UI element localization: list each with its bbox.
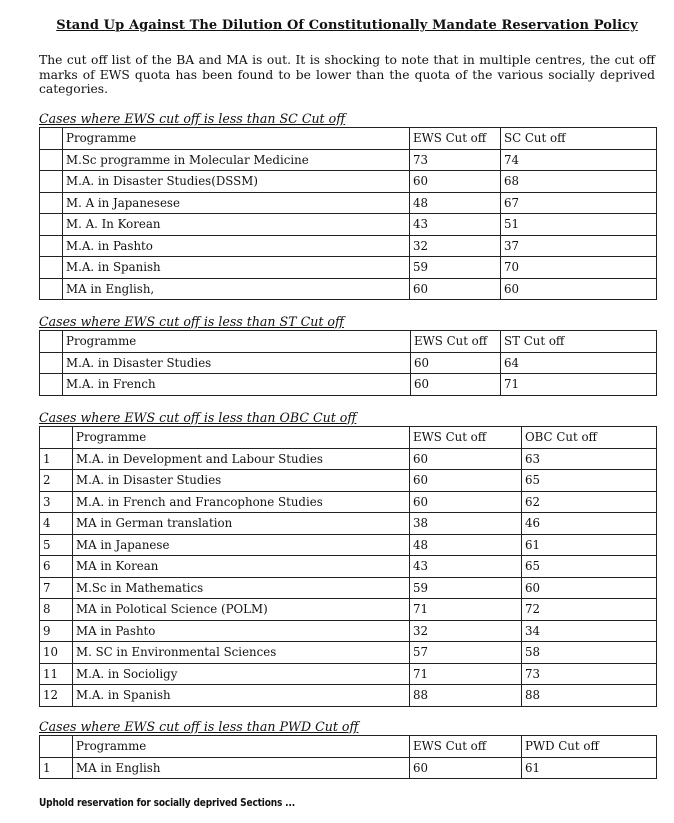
table-row [40,257,657,279]
table-cell: M.A. in Spanish [63,257,410,279]
table-row [40,171,657,193]
obc-table [39,426,657,707]
table-cell: 3 [40,491,73,513]
table-cell: 37 [501,235,657,257]
pwd-caption: Cases where EWS cut off is less than PWD Cut off [39,719,359,734]
table-cell: 60 [522,577,657,599]
table-row [40,352,657,374]
table-cell: 74 [501,149,657,171]
column-header: OBC Cut off [522,427,657,449]
column-header [40,427,73,449]
table-cell: M.A. in French and Francophone Studies [73,491,410,513]
column-header: PWD Cut off [522,736,657,758]
table-cell: M.Sc in Mathematics [73,577,410,599]
table-cell: 1 [40,448,73,470]
obc-caption: Cases where EWS cut off is less than OBC Cut off [39,410,357,425]
table-cell: 58 [522,642,657,664]
index-cell [40,331,63,353]
table-cell: 59 [410,577,522,599]
pwd-table [39,735,657,779]
st-table [39,330,657,396]
table-cell: MA in Polotical Science (POLM) [73,599,410,621]
table-cell: 60 [410,448,522,470]
index-cell [40,192,63,214]
table-cell: 51 [501,214,657,236]
footer-slogan: Uphold reservation for socially deprived Sections ... [39,796,295,809]
column-header: Programme [63,128,410,150]
table-cell: 60 [410,757,522,779]
table-row [40,685,657,707]
table-cell: 43 [410,556,522,578]
table-cell: M.A. in Spanish [73,685,410,707]
index-cell [40,214,63,236]
table-row [40,214,657,236]
table-row [40,513,657,535]
table-cell: 59 [410,257,501,279]
column-header: SC Cut off [501,128,657,150]
table-cell: 63 [522,448,657,470]
table-row [40,470,657,492]
table-row [40,556,657,578]
table-cell: MA in Japanese [73,534,410,556]
table-row [40,192,657,214]
table-cell: 32 [410,235,501,257]
table-cell: MA in Korean [73,556,410,578]
index-cell [40,149,63,171]
table-cell: M. SC in Environmental Sciences [73,642,410,664]
table-row [40,663,657,685]
table-cell: 62 [522,491,657,513]
column-header: Programme [73,427,410,449]
table-cell: 5 [40,534,73,556]
table-row [40,642,657,664]
table-cell: 4 [40,513,73,535]
sc-caption: Cases where EWS cut off is less than SC Cut off [39,111,346,126]
table-cell: M.A. in Development and Labour Studies [73,448,410,470]
table-cell: 60 [411,352,501,374]
table-cell: M.A. in French [63,374,411,396]
table-row [40,149,657,171]
table-cell: 57 [410,642,522,664]
table-cell: 8 [40,599,73,621]
table-cell: 88 [410,685,522,707]
table-header-row [40,427,657,449]
table-cell: M.A. in Disaster Studies(DSSM) [63,171,410,193]
table-cell: 73 [522,663,657,685]
table-row [40,577,657,599]
column-header: EWS Cut off [410,736,522,758]
table-cell: 32 [410,620,522,642]
table-cell: MA in English [73,757,410,779]
column-header: EWS Cut off [411,331,501,353]
table-cell: 61 [522,534,657,556]
table-header-row [40,128,657,150]
table-row [40,448,657,470]
table-cell: MA in Pashto [73,620,410,642]
index-cell [40,128,63,150]
table-cell: 65 [522,556,657,578]
table-cell: 60 [410,278,501,300]
st-caption: Cases where EWS cut off is less than ST Cut off [39,314,344,329]
table-row [40,278,657,300]
table-cell: M.Sc programme in Molecular Medicine [63,149,410,171]
table-cell: 60 [410,171,501,193]
table-cell: M.A. in Socioligy [73,663,410,685]
column-header: EWS Cut off [410,427,522,449]
sc-table [39,127,657,300]
table-cell: M. A. In Korean [63,214,410,236]
column-header: EWS Cut off [410,128,501,150]
table-cell: 71 [501,374,657,396]
table-cell: M.A. in Pashto [63,235,410,257]
table-cell: 60 [411,374,501,396]
column-header: Programme [73,736,410,758]
table-row [40,620,657,642]
table-cell: M.A. in Disaster Studies [73,470,410,492]
table-row [40,599,657,621]
table-cell: 67 [501,192,657,214]
table-cell: 71 [410,663,522,685]
intro-paragraph: The cut off list of the BA and MA is out. It is shocking to note that in multiple centres, the cut off marks of EWS quota has been found to be lower than the quota of the various socially deprived categories. [39,53,655,96]
table-header-row [40,331,657,353]
table-cell: 65 [522,470,657,492]
index-cell [40,171,63,193]
table-cell: 2 [40,470,73,492]
page-title: Stand Up Against The Dilution Of Constitutionally Mandate Reservation Policy [56,18,638,33]
table-cell: M.A. in Disaster Studies [63,352,411,374]
table-row [40,757,657,779]
table-cell: MA in English, [63,278,410,300]
table-cell: 7 [40,577,73,599]
table-cell: 1 [40,757,73,779]
table-header-row [40,736,657,758]
table-cell: 60 [410,491,522,513]
table-cell: 9 [40,620,73,642]
column-header: Programme [63,331,411,353]
index-cell [40,278,63,300]
column-header [40,736,73,758]
table-cell: 70 [501,257,657,279]
table-cell: 48 [410,534,522,556]
table-row [40,374,657,396]
table-cell: 10 [40,642,73,664]
table-row [40,235,657,257]
index-cell [40,235,63,257]
table-cell: 73 [410,149,501,171]
table-cell: 64 [501,352,657,374]
table-cell: 38 [410,513,522,535]
table-cell: 88 [522,685,657,707]
table-cell: 60 [410,470,522,492]
column-header: ST Cut off [501,331,657,353]
table-cell: 34 [522,620,657,642]
index-cell [40,374,63,396]
table-cell: 12 [40,685,73,707]
index-cell [40,352,63,374]
table-cell: M. A in Japanesese [63,192,410,214]
table-row [40,491,657,513]
table-cell: 72 [522,599,657,621]
table-cell: 71 [410,599,522,621]
table-cell: 11 [40,663,73,685]
table-cell: 48 [410,192,501,214]
table-cell: 61 [522,757,657,779]
table-cell: 6 [40,556,73,578]
table-cell: MA in German translation [73,513,410,535]
table-cell: 43 [410,214,501,236]
table-cell: 60 [501,278,657,300]
index-cell [40,257,63,279]
table-cell: 46 [522,513,657,535]
table-row [40,534,657,556]
table-cell: 68 [501,171,657,193]
